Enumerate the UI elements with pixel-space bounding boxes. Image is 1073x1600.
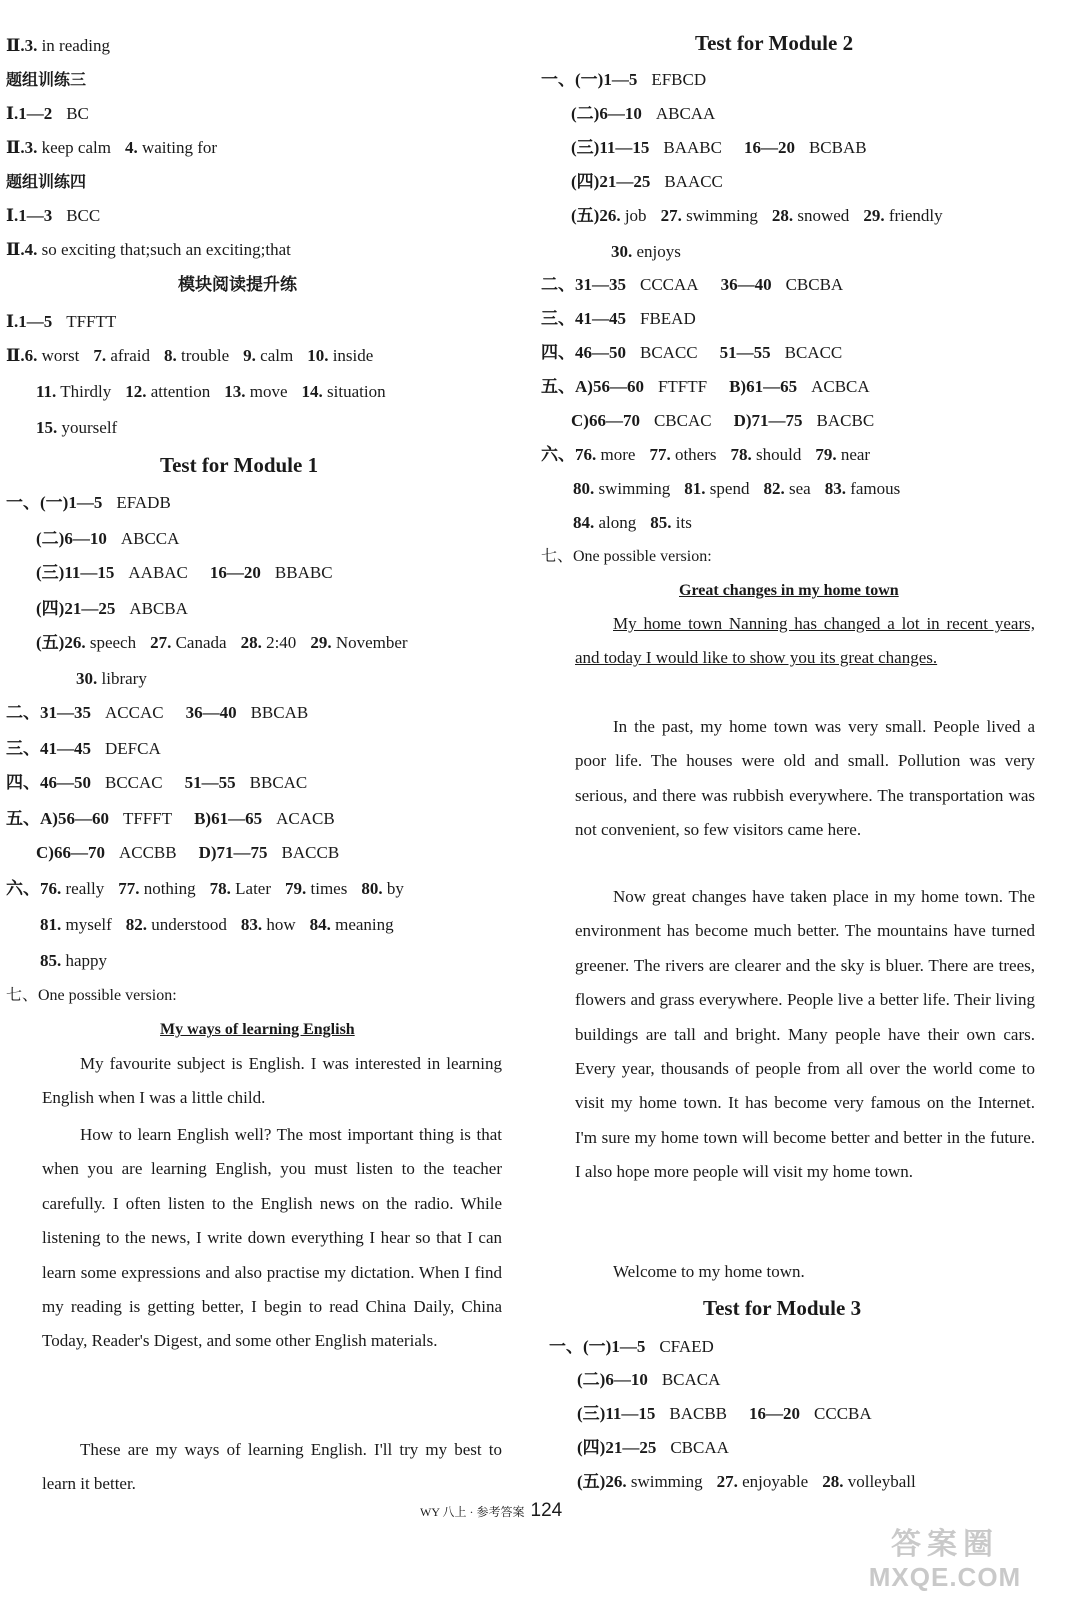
answer-line: 80. swimming 81. spend 82. sea 83. famous [573,479,901,498]
module2-heading: Test for Module 2 [695,31,854,55]
answer-line: 15. yourself [36,418,118,437]
answer-line: 四、46—50 BCCAC 51—55 BBCAC [6,773,308,792]
footer-label: WY 八上 · 参考答案 [420,1505,525,1519]
section-heading-reading: 模块阅读提升练 [178,275,297,295]
page-footer [420,1500,562,1523]
answer-line: 三、41—45 FBEAD [541,309,696,328]
answer-line: 四、46—50 BCACC 51—55 BCACC [541,343,843,362]
answer-line: 一、(一)1—5 EFADB [6,493,171,512]
watermark-url: MXQE.COM [868,1562,1022,1592]
answer-line: 85. happy [40,951,108,970]
essay-paragraph: My favourite subject is English. I was interested in learning English when I was a little child. [42,1054,502,1108]
section-heading-set4: 题组训练四 [6,172,87,191]
answer-line: 81. myself 82. understood 83. how 84. meaning [40,915,394,934]
watermark-logo-text: 答案圈 [891,1527,999,1562]
answer-line: 六、76. more 77. others 78. should 79. near [541,445,871,464]
answer-line: C)66—70 CBCAC D)71—75 BACBC [571,411,875,430]
answer-line: (三)11—15 AABAC 16—20 BBABC [36,563,333,582]
answer-line: 二、31—35 CCCAA 36—40 CBCBA [541,275,844,294]
answer-line: Ⅱ.4. so exciting that;such an exciting;that [6,240,291,259]
answer-line: C)66—70 ACCBB D)71—75 BACCB [36,843,340,862]
essay-paragraph: Now great changes have taken place in my home town. The environment has become much better. The mountains have turned greener. The rivers are clearer and the sky is bluer. There are trees, flowers and grass everywhere. People live a better life. Their living buildings are tall and bright. Many people have their own cars. Every year, thousands of people from all over the world come to visit my home town. It has become very famous on the Internet. I'm sure my home town will become better and better in the future. I also hope more people will visit my home town. [575,887,1035,1182]
section-heading-set3: 题组训练三 [6,70,87,89]
essay-title: My ways of learning English [160,1021,355,1038]
answer-line: Ⅱ.6. worst 7. afraid 8. trouble 9. calm 10. inside [6,346,374,365]
answer-line: 五、A)56—60 TFFFT B)61—65 ACACB [6,809,335,828]
answer-line: (五)26. job 27. swimming 28. snowed 29. friendly [571,206,943,225]
answer-line: (二)6—10 ABCCA [36,529,180,548]
answer-line: 30. enjoys [611,242,681,261]
answer-line: (三)11—15 BAABC 16—20 BCBAB [571,138,867,157]
essay-paragraph: My home town Nanning has changed a lot in recent years, and today I would like to show you its great changes. [575,614,1035,668]
module1-heading: Test for Module 1 [160,453,319,477]
essay-paragraph: In the past, my home town was very small. People lived a poor life. The houses were old and small. Pollution was very serious, and there was rubbish everywhere. The transportation was not convenient, so few visitors came here. [575,717,1035,840]
answer-line: 一、(一)1—5 CFAED [549,1337,714,1356]
answer-line: (四)21—25 BAACC [571,172,723,191]
answer-line: 六、76. really 77. nothing 78. Later 79. times 80. by [6,879,404,898]
essay-paragraph: These are my ways of learning English. I'll try my best to learn it better. [42,1440,502,1494]
answer-line: 三、41—45 DEFCA [6,739,161,758]
answer-line: (二)6—10 ABCAA [571,104,716,123]
essay-paragraph: How to learn English well? The most important thing is that when you are learning English, you must listen to the teacher carefully. I often listen to the English news on the radio. While listening to the news, I write down everything I hear so that I can learn some expressions and also practise my dictation. When I find my reading is getting better, I begin to read China Daily, China Today, Reader's Digest, and some other English materials. [42,1125,502,1351]
answer-line: 84. along 85. its [573,513,692,532]
writing-label: 七、One possible version: [541,548,712,565]
answer-line: (四)21—25 ABCBA [36,599,188,618]
answer-line: 一、(一)1—5 EFBCD [541,70,707,89]
module3-heading: Test for Module 3 [703,1296,862,1320]
answer-line: Ⅱ.3. in reading [6,36,111,55]
answer-line: 11. Thirdly 12. attention 13. move 14. situation [36,382,386,401]
answer-line: Ⅰ.1—5 TFFTT [6,312,117,331]
answer-line: (三)11—15 BACBB 16—20 CCCBA [577,1404,872,1423]
answer-line: Ⅰ.1—3 BCC [6,206,101,225]
answer-line: (五)26. swimming 27. enjoyable 28. volleyball [577,1472,916,1491]
site-watermark [835,1528,1055,1594]
answer-line: (四)21—25 CBCAA [577,1438,729,1457]
answer-line: 30. library [76,669,147,688]
essay-title: Great changes in my home town [679,582,899,599]
answer-line: (五)26. speech 27. Canada 28. 2:40 29. November [36,633,408,652]
answer-line: 二、31—35 ACCAC 36—40 BBCAB [6,703,309,722]
answer-line: Ⅱ.3. keep calm 4. waiting for [6,138,218,157]
answer-line: (二)6—10 BCACA [577,1370,721,1389]
writing-label: 七、One possible version: [6,987,177,1004]
answer-line: Ⅰ.1—2 BC [6,104,89,123]
answer-line: 五、A)56—60 FTFTF B)61—65 ACBCA [541,377,870,396]
page-number: 124 [530,1500,563,1521]
essay-paragraph: Welcome to my home town. [613,1262,805,1281]
